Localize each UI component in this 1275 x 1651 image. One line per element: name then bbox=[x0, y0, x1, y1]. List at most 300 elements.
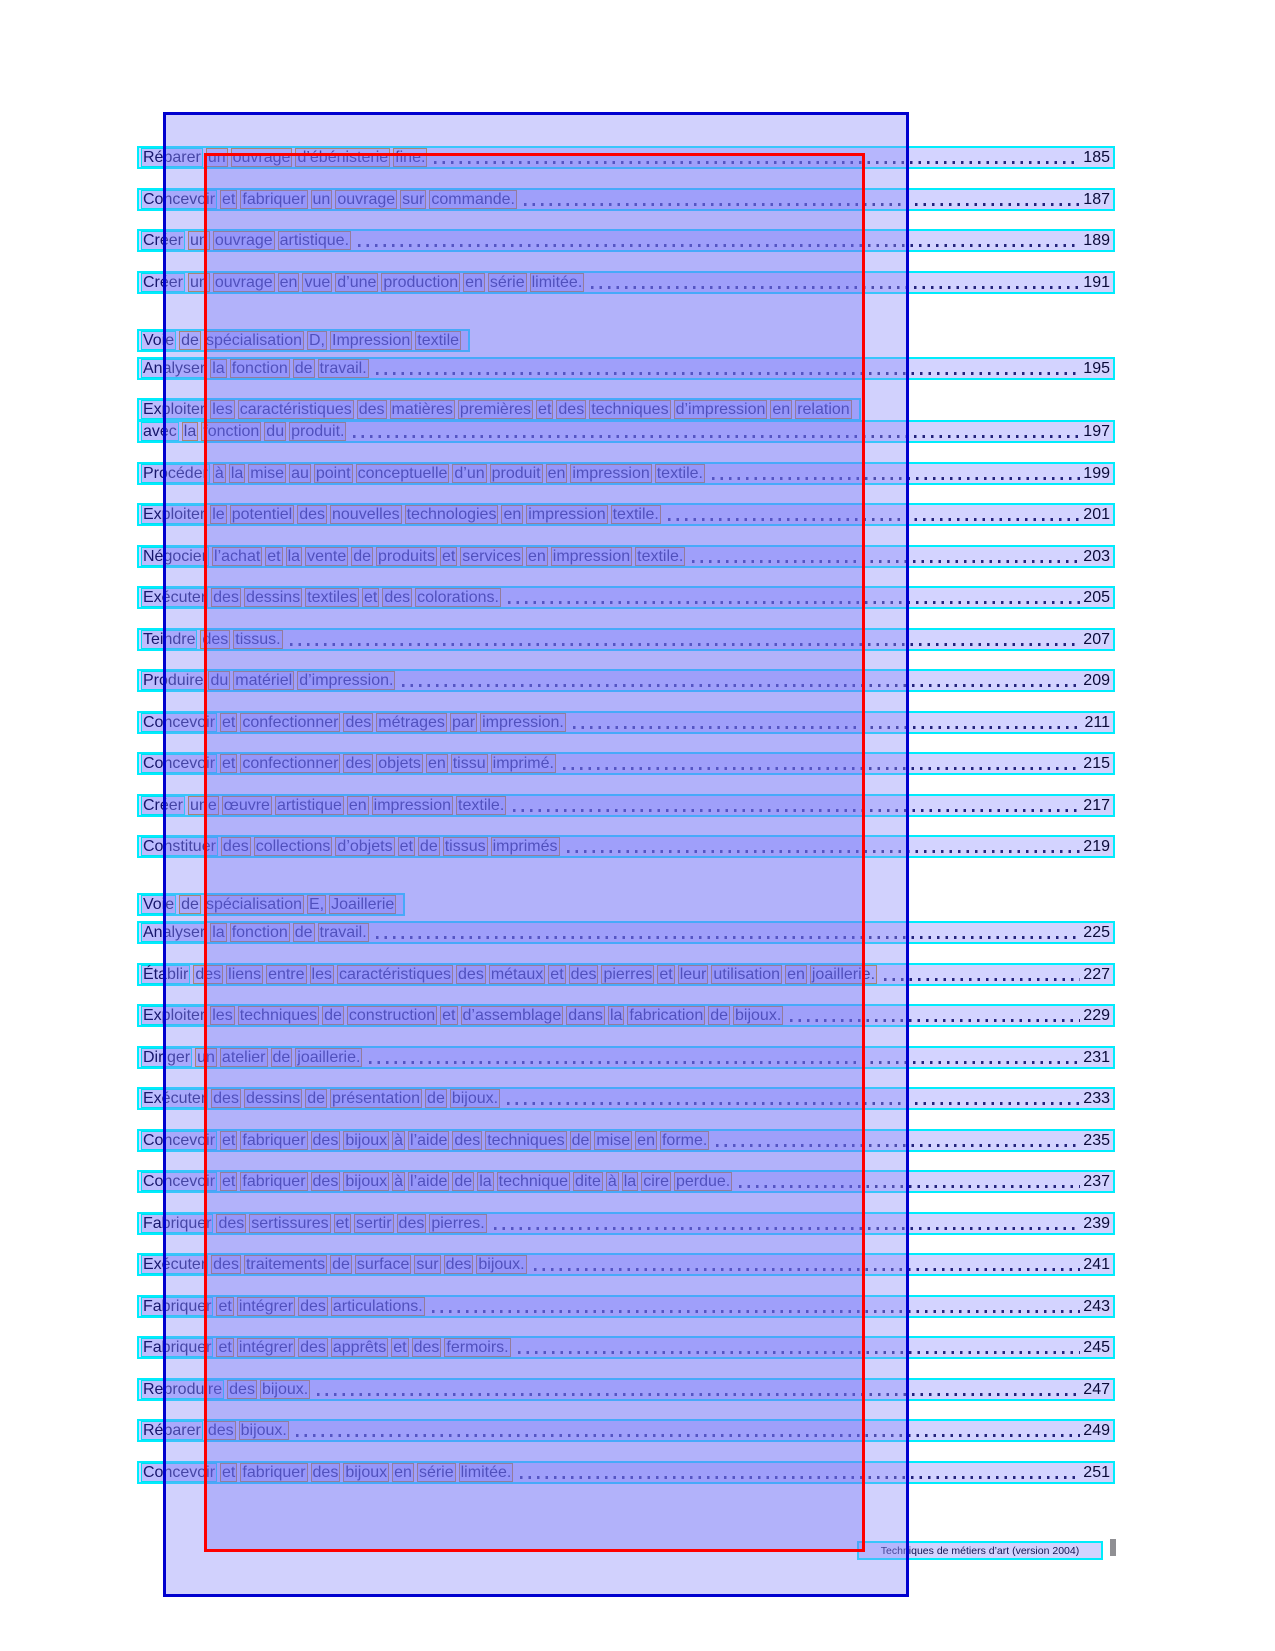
ocr-word-box: du bbox=[210, 672, 229, 689]
ocr-word-box: et bbox=[550, 966, 564, 983]
page-number: 239 bbox=[1083, 1214, 1110, 1232]
page-number: 205 bbox=[1083, 588, 1110, 606]
ocr-word-box: en bbox=[787, 966, 805, 983]
ocr-word-box: de bbox=[181, 896, 199, 913]
ocr-word-box: de bbox=[307, 1090, 325, 1107]
ocr-word-box: textile. bbox=[612, 506, 659, 523]
ocr-word-box: métaux bbox=[490, 966, 544, 983]
ocr-word-box: commande. bbox=[431, 191, 515, 208]
ocr-word-box: bijoux bbox=[345, 1173, 388, 1190]
ocr-word-box: Créer bbox=[143, 232, 184, 249]
ocr-word-box: d’impression. bbox=[299, 672, 394, 689]
ocr-word-box: collections bbox=[255, 838, 331, 855]
page-number: 215 bbox=[1083, 754, 1110, 772]
ocr-word-box: Établir bbox=[143, 966, 189, 983]
ocr-word-box: Créer bbox=[143, 797, 184, 814]
ocr-word-box: bijoux bbox=[345, 1464, 388, 1481]
ocr-word-box: la bbox=[609, 1007, 623, 1024]
ocr-word-box: fabriquer bbox=[242, 1173, 306, 1190]
page-number: 217 bbox=[1083, 796, 1110, 814]
dotted-leader bbox=[513, 809, 1080, 812]
ocr-word-box: Analyser bbox=[143, 360, 206, 377]
toc-entry bbox=[137, 1419, 1115, 1442]
ocr-word-box: fonction bbox=[203, 423, 260, 440]
toc-entry bbox=[137, 420, 1115, 443]
page-number: 187 bbox=[1083, 190, 1110, 208]
ocr-word-box: les bbox=[212, 1007, 233, 1024]
dotted-leader bbox=[507, 1102, 1080, 1105]
dotted-leader bbox=[296, 1434, 1080, 1437]
ocr-word-box: présentation bbox=[331, 1090, 421, 1107]
dotted-leader bbox=[369, 1061, 1080, 1064]
toc-entry bbox=[137, 628, 1115, 651]
ocr-word-box: de bbox=[353, 548, 372, 565]
dotted-leader bbox=[290, 643, 1081, 646]
ocr-word-box: en bbox=[427, 755, 446, 772]
dotted-leader bbox=[402, 684, 1080, 687]
ocr-word-box: un bbox=[190, 274, 208, 291]
ocr-word-box: dessins bbox=[245, 1090, 301, 1107]
toc-section-header bbox=[137, 893, 405, 916]
ocr-word-box: des bbox=[312, 1464, 339, 1481]
toc-entry bbox=[137, 1461, 1115, 1484]
ocr-word-box: et bbox=[538, 401, 552, 418]
ocr-word-box: un bbox=[190, 232, 208, 249]
ocr-word-box: spécialisation bbox=[205, 332, 302, 349]
ocr-word-box: travail. bbox=[319, 360, 367, 377]
ocr-word-box: Reproduire bbox=[143, 1381, 223, 1398]
ocr-word-box: ouvrage bbox=[232, 149, 291, 166]
dotted-leader bbox=[534, 1268, 1081, 1271]
ocr-word-box: vue bbox=[304, 274, 331, 291]
ocr-word-box: la bbox=[183, 423, 197, 440]
footer: Techniques de métiers d’art (version 2004) bbox=[857, 1541, 1103, 1560]
dotted-leader bbox=[668, 518, 1080, 521]
ocr-word-box: fermoirs. bbox=[446, 1339, 509, 1356]
ocr-word-box: la bbox=[212, 360, 225, 377]
ocr-word-box: Négocier bbox=[143, 548, 208, 565]
dotted-leader bbox=[317, 1393, 1080, 1396]
ocr-word-box: l’aide bbox=[410, 1173, 448, 1190]
toc-entry bbox=[137, 1336, 1115, 1359]
ocr-word-box: de bbox=[332, 1256, 350, 1273]
ocr-word-box: de bbox=[181, 332, 199, 349]
ocr-word-box: Produire bbox=[143, 672, 204, 689]
ocr-word-box: des bbox=[558, 401, 585, 418]
ocr-word-box: en bbox=[503, 506, 522, 523]
ocr-word-box: et bbox=[218, 1339, 232, 1356]
ocr-word-box: leur bbox=[679, 966, 707, 983]
ocr-word-box: Impression bbox=[332, 332, 411, 349]
ocr-word-box: fonction bbox=[231, 360, 288, 377]
ocr-word-box: relation bbox=[797, 401, 850, 418]
ocr-word-box: Joaillerie bbox=[331, 896, 395, 913]
page-number: 185 bbox=[1083, 148, 1110, 166]
ocr-word-box: potentiel bbox=[231, 506, 293, 523]
toc-entry bbox=[137, 752, 1115, 775]
dotted-leader bbox=[573, 726, 1082, 729]
ocr-word-box: Concevoir bbox=[143, 714, 216, 731]
ocr-word-box: cire bbox=[643, 1173, 669, 1190]
ocr-word-box: apprêts bbox=[332, 1339, 387, 1356]
ocr-word-box: des bbox=[218, 1215, 245, 1232]
ocr-word-box: colorations. bbox=[417, 589, 499, 606]
ocr-word-box: et bbox=[393, 1339, 407, 1356]
ocr-word-box: sur bbox=[416, 1256, 439, 1273]
ocr-word-box: confectionner bbox=[242, 755, 339, 772]
ocr-word-box: avec bbox=[143, 423, 177, 440]
ocr-word-box: en bbox=[772, 401, 791, 418]
ocr-word-box: de bbox=[454, 1173, 473, 1190]
ocr-word-box: Voie bbox=[143, 896, 175, 913]
ocr-word-box: de bbox=[419, 838, 438, 855]
dotted-leader bbox=[524, 203, 1080, 206]
ocr-word-box: produit. bbox=[291, 423, 345, 440]
ocr-word-box: Fabriquer bbox=[143, 1298, 212, 1315]
ocr-word-box: d’ébénisterie bbox=[297, 149, 389, 166]
ocr-word-box: sertir bbox=[355, 1215, 392, 1232]
ocr-word-box: des bbox=[345, 714, 372, 731]
ocr-word-box: dans bbox=[568, 1007, 603, 1024]
toc-entry bbox=[137, 1129, 1115, 1152]
page-number: 229 bbox=[1083, 1006, 1110, 1024]
ocr-word-box: premières bbox=[459, 401, 532, 418]
ocr-word-box: services bbox=[462, 548, 521, 565]
toc-section-header bbox=[137, 329, 470, 352]
ocr-word-box: joaillerie. bbox=[297, 1049, 361, 1066]
ocr-word-box: sertissures bbox=[251, 1215, 329, 1232]
ocr-word-box: en bbox=[637, 1132, 655, 1149]
ocr-word-box: d’un bbox=[454, 465, 485, 482]
ocr-word-box: Diriger bbox=[143, 1049, 191, 1066]
ocr-word-box: des bbox=[413, 1339, 440, 1356]
ocr-word-box: et bbox=[363, 589, 378, 606]
ocr-word-box: D, bbox=[309, 332, 325, 349]
dotted-leader bbox=[884, 978, 1080, 981]
toc-entry bbox=[137, 794, 1115, 817]
ocr-word-box: Réparer bbox=[143, 1422, 201, 1439]
ocr-word-box: textile. bbox=[656, 465, 703, 482]
ocr-word-box: des bbox=[458, 966, 484, 983]
page-number: 235 bbox=[1083, 1131, 1110, 1149]
ocr-word-box: impression bbox=[528, 506, 606, 523]
ocr-word-box: un bbox=[207, 149, 226, 166]
ocr-word-box: Teindre bbox=[143, 631, 196, 648]
ocr-word-box: la bbox=[623, 1173, 637, 1190]
dotted-leader bbox=[376, 372, 1081, 375]
ocr-word-box: caractéristiques bbox=[338, 966, 452, 983]
ocr-word-box: des bbox=[213, 1090, 239, 1107]
ocr-word-box: E, bbox=[309, 896, 325, 913]
toc-entry bbox=[137, 963, 1115, 986]
ocr-word-box: et bbox=[399, 838, 413, 855]
ocr-word-box: à bbox=[394, 1132, 404, 1149]
page-number: 249 bbox=[1083, 1421, 1110, 1439]
ocr-word-box: liens bbox=[228, 966, 262, 983]
dotted-leader bbox=[434, 161, 1080, 164]
toc-entry bbox=[137, 271, 1115, 294]
ocr-word-box: intégrer bbox=[238, 1298, 294, 1315]
page-number: 251 bbox=[1083, 1463, 1110, 1481]
ocr-word-box: bijoux. bbox=[735, 1007, 782, 1024]
ocr-word-box: impression bbox=[552, 548, 631, 565]
ocr-word-box: un bbox=[197, 1049, 215, 1066]
ocr-word-box: articulations. bbox=[332, 1298, 423, 1315]
ocr-word-box: Analyser bbox=[143, 924, 206, 941]
toc-entry bbox=[137, 669, 1115, 692]
ocr-word-box: des bbox=[454, 1132, 481, 1149]
ocr-word-box: impression bbox=[572, 465, 650, 482]
ocr-word-box: fabriquer bbox=[242, 1464, 306, 1481]
ocr-word-box: Exploiter bbox=[143, 1007, 206, 1024]
ocr-word-box: forme. bbox=[661, 1132, 708, 1149]
ocr-word-box: de bbox=[427, 1090, 445, 1107]
ocr-word-box: Fabriquer bbox=[143, 1215, 212, 1232]
dotted-leader bbox=[563, 767, 1080, 770]
ocr-word-box: matériel bbox=[235, 672, 293, 689]
ocr-word-box: atelier bbox=[221, 1049, 266, 1066]
ocr-word-box: série bbox=[418, 1464, 454, 1481]
page-number: 207 bbox=[1083, 630, 1110, 648]
toc-entry bbox=[137, 1212, 1115, 1235]
dotted-leader bbox=[432, 1310, 1081, 1313]
toc-entry bbox=[137, 711, 1115, 734]
ocr-word-box: Concevoir bbox=[143, 1173, 216, 1190]
ocr-word-box: et bbox=[442, 1007, 456, 1024]
ocr-word-box: bijoux. bbox=[451, 1090, 499, 1107]
toc-entry bbox=[137, 503, 1115, 526]
page-number: 191 bbox=[1083, 273, 1110, 291]
ocr-word-box: et bbox=[335, 1215, 349, 1232]
ocr-word-box: de bbox=[571, 1132, 590, 1149]
page-number: 247 bbox=[1083, 1380, 1110, 1398]
ocr-word-box: intégrer bbox=[238, 1339, 294, 1356]
ocr-word-box: traitements bbox=[245, 1256, 326, 1273]
ocr-word-box: Concevoir bbox=[143, 1464, 216, 1481]
ocr-word-box: objets bbox=[378, 755, 421, 772]
ocr-word-box: de bbox=[324, 1007, 342, 1024]
ocr-word-box: d’assemblage bbox=[462, 1007, 562, 1024]
dotted-leader bbox=[358, 244, 1080, 247]
toc-entry bbox=[137, 1378, 1115, 1401]
ocr-word-box: Procéder bbox=[143, 465, 208, 482]
ocr-word-box: de bbox=[710, 1007, 729, 1024]
ocr-word-box: une bbox=[190, 797, 217, 814]
page-number: 219 bbox=[1083, 837, 1110, 855]
ocr-word-box: des bbox=[207, 1422, 234, 1439]
ocr-word-box: fonction bbox=[231, 924, 288, 941]
ocr-word-box: fine. bbox=[395, 149, 426, 166]
dotted-leader bbox=[520, 1476, 1080, 1479]
ocr-word-box: techniques bbox=[487, 1132, 565, 1149]
ocr-word-box: les bbox=[311, 966, 332, 983]
ocr-word-box: bijoux. bbox=[478, 1256, 525, 1273]
ocr-word-box: imprimé. bbox=[492, 755, 554, 772]
toc-entry bbox=[137, 1004, 1115, 1027]
ocr-word-box: à bbox=[214, 465, 224, 482]
ocr-word-box: des bbox=[398, 1215, 425, 1232]
ocr-word-box: et bbox=[267, 548, 281, 565]
ocr-word-box: produits bbox=[378, 548, 435, 565]
ocr-word-box: en bbox=[348, 797, 367, 814]
page-number: 195 bbox=[1083, 359, 1110, 377]
ocr-word-box: du bbox=[266, 423, 285, 440]
ocr-word-box: et bbox=[222, 714, 236, 731]
ocr-word-box: utilisation bbox=[713, 966, 781, 983]
ocr-word-box: Concevoir bbox=[143, 755, 216, 772]
page-number: 227 bbox=[1083, 965, 1110, 983]
ocr-word-box: et bbox=[222, 1464, 236, 1481]
page-number: 203 bbox=[1083, 547, 1110, 565]
dotted-leader bbox=[518, 1351, 1081, 1354]
ocr-word-box: de bbox=[294, 360, 313, 377]
ocr-word-box: des bbox=[445, 1256, 472, 1273]
page-number: 197 bbox=[1083, 422, 1110, 440]
toc-entry bbox=[137, 462, 1115, 485]
ocr-word-box: mise bbox=[250, 465, 285, 482]
ocr-word-box: des bbox=[229, 1381, 255, 1398]
ocr-word-box: entre bbox=[268, 966, 305, 983]
dotted-leader bbox=[692, 560, 1080, 563]
ocr-word-box: matières bbox=[391, 401, 453, 418]
page-number: 245 bbox=[1083, 1338, 1110, 1356]
ocr-word-box: pierres. bbox=[431, 1215, 485, 1232]
ocr-word-box: Constituer bbox=[143, 838, 216, 855]
ocr-word-box: en bbox=[465, 274, 483, 291]
ocr-word-box: point bbox=[315, 465, 351, 482]
ocr-word-box: techniques bbox=[239, 1007, 318, 1024]
ocr-word-box: à bbox=[607, 1173, 617, 1190]
ocr-word-box: métrages bbox=[378, 714, 445, 731]
footer-caret-bar bbox=[1110, 1539, 1116, 1556]
ocr-word-box: fabriquer bbox=[242, 191, 306, 208]
ocr-word-box: Réparer bbox=[143, 149, 201, 166]
ocr-word-box: tissu bbox=[452, 755, 486, 772]
page-number: 233 bbox=[1083, 1089, 1110, 1107]
ocr-word-box: limitée. bbox=[460, 1464, 512, 1481]
ocr-word-box: d’objets bbox=[337, 838, 393, 855]
toc-entry bbox=[137, 229, 1115, 252]
toc-entry bbox=[137, 188, 1115, 211]
ocr-word-box: des bbox=[299, 506, 325, 523]
ocr-word-box: des bbox=[358, 401, 385, 418]
toc-entry bbox=[137, 835, 1115, 858]
ocr-word-box: travail. bbox=[319, 924, 367, 941]
ocr-word-box: des bbox=[345, 755, 372, 772]
ocr-word-box: et bbox=[222, 755, 236, 772]
toc-entry bbox=[137, 921, 1115, 944]
page-number: 189 bbox=[1083, 231, 1110, 249]
toc-entry bbox=[137, 146, 1115, 169]
ocr-word-box: série bbox=[489, 274, 525, 291]
ocr-word-box: des bbox=[202, 631, 229, 648]
page-number: 237 bbox=[1083, 1172, 1110, 1190]
ocr-word-box: des bbox=[195, 966, 222, 983]
ocr-word-box: en bbox=[394, 1464, 412, 1481]
page-number: 243 bbox=[1083, 1297, 1110, 1315]
ocr-word-box: des bbox=[570, 966, 597, 983]
ocr-word-box: Fabriquer bbox=[143, 1339, 212, 1356]
ocr-word-box: ouvrage bbox=[214, 274, 273, 291]
ocr-word-box: bijoux bbox=[345, 1132, 388, 1149]
ocr-word-box: nouvelles bbox=[332, 506, 400, 523]
ocr-word-box: des bbox=[300, 1298, 326, 1315]
ocr-word-box: et bbox=[222, 191, 236, 208]
ocr-word-box: l’achat bbox=[214, 548, 261, 565]
ocr-word-box: techniques bbox=[591, 401, 669, 418]
ocr-word-box: par bbox=[451, 714, 476, 731]
ocr-word-box: textile. bbox=[637, 548, 684, 565]
ocr-word-box: Créer bbox=[143, 274, 184, 291]
dotted-leader bbox=[712, 477, 1080, 480]
ocr-word-box: Exécuter bbox=[143, 1090, 207, 1107]
ocr-word-box: en bbox=[527, 548, 546, 565]
ocr-word-box: Concevoir bbox=[143, 1132, 216, 1149]
page-number: 225 bbox=[1083, 923, 1110, 941]
ocr-word-box: et bbox=[222, 1132, 236, 1149]
ocr-word-box: des bbox=[384, 589, 411, 606]
ocr-word-box: un bbox=[312, 191, 331, 208]
ocr-word-box: de bbox=[294, 924, 313, 941]
ocr-word-box: la bbox=[230, 465, 244, 482]
ocr-word-box: et bbox=[218, 1298, 232, 1315]
ocr-word-box: ouvrage bbox=[337, 191, 396, 208]
ocr-word-box: des bbox=[213, 589, 239, 606]
dotted-leader bbox=[591, 286, 1080, 289]
toc-entry bbox=[137, 357, 1115, 380]
ocr-word-box: impression bbox=[373, 797, 452, 814]
toc-entry bbox=[137, 1170, 1115, 1193]
ocr-word-box: textiles bbox=[307, 589, 357, 606]
ocr-word-box: des bbox=[222, 838, 249, 855]
ocr-word-box: confectionner bbox=[242, 714, 339, 731]
ocr-word-box: production bbox=[383, 274, 459, 291]
ocr-word-box: vente bbox=[307, 548, 347, 565]
ocr-word-box: dessins bbox=[245, 589, 301, 606]
toc-entry bbox=[137, 1253, 1115, 1276]
ocr-word-box: imprimés bbox=[492, 838, 558, 855]
ocr-word-box: joaillerie. bbox=[811, 966, 876, 983]
ocr-word-box: artistique. bbox=[279, 232, 350, 249]
ocr-word-box: ouvrage bbox=[214, 232, 273, 249]
toc-entry bbox=[137, 1295, 1115, 1318]
ocr-word-box: bijoux. bbox=[240, 1422, 287, 1439]
ocr-word-box: et bbox=[222, 1173, 236, 1190]
ocr-word-box: dite bbox=[575, 1173, 601, 1190]
ocr-word-box: l’aide bbox=[410, 1132, 448, 1149]
ocr-word-box: et bbox=[659, 966, 673, 983]
ocr-word-box: Concevoir bbox=[143, 191, 216, 208]
page-number: 199 bbox=[1083, 464, 1110, 482]
ocr-word-box: produit bbox=[491, 465, 541, 482]
ocr-word-box: Exploiter bbox=[143, 401, 206, 418]
ocr-word-box: Exécuter bbox=[143, 589, 207, 606]
ocr-word-box: la bbox=[287, 548, 301, 565]
ocr-word-box: fabrication bbox=[629, 1007, 704, 1024]
ocr-word-box: caractéristiques bbox=[239, 401, 352, 418]
ocr-word-box: et bbox=[441, 548, 456, 565]
ocr-word-box: bijoux. bbox=[261, 1381, 309, 1398]
toc-entry bbox=[137, 586, 1115, 609]
page-number: 209 bbox=[1083, 671, 1110, 689]
ocr-word-box: de bbox=[272, 1049, 291, 1066]
ocr-word-box: perdue. bbox=[675, 1173, 731, 1190]
ocr-word-box: technique bbox=[498, 1173, 569, 1190]
dotted-leader bbox=[376, 936, 1081, 939]
ocr-word-box: Exécuter bbox=[143, 1256, 207, 1273]
ocr-word-box: limitée. bbox=[531, 274, 583, 291]
page-number: 211 bbox=[1084, 713, 1110, 731]
